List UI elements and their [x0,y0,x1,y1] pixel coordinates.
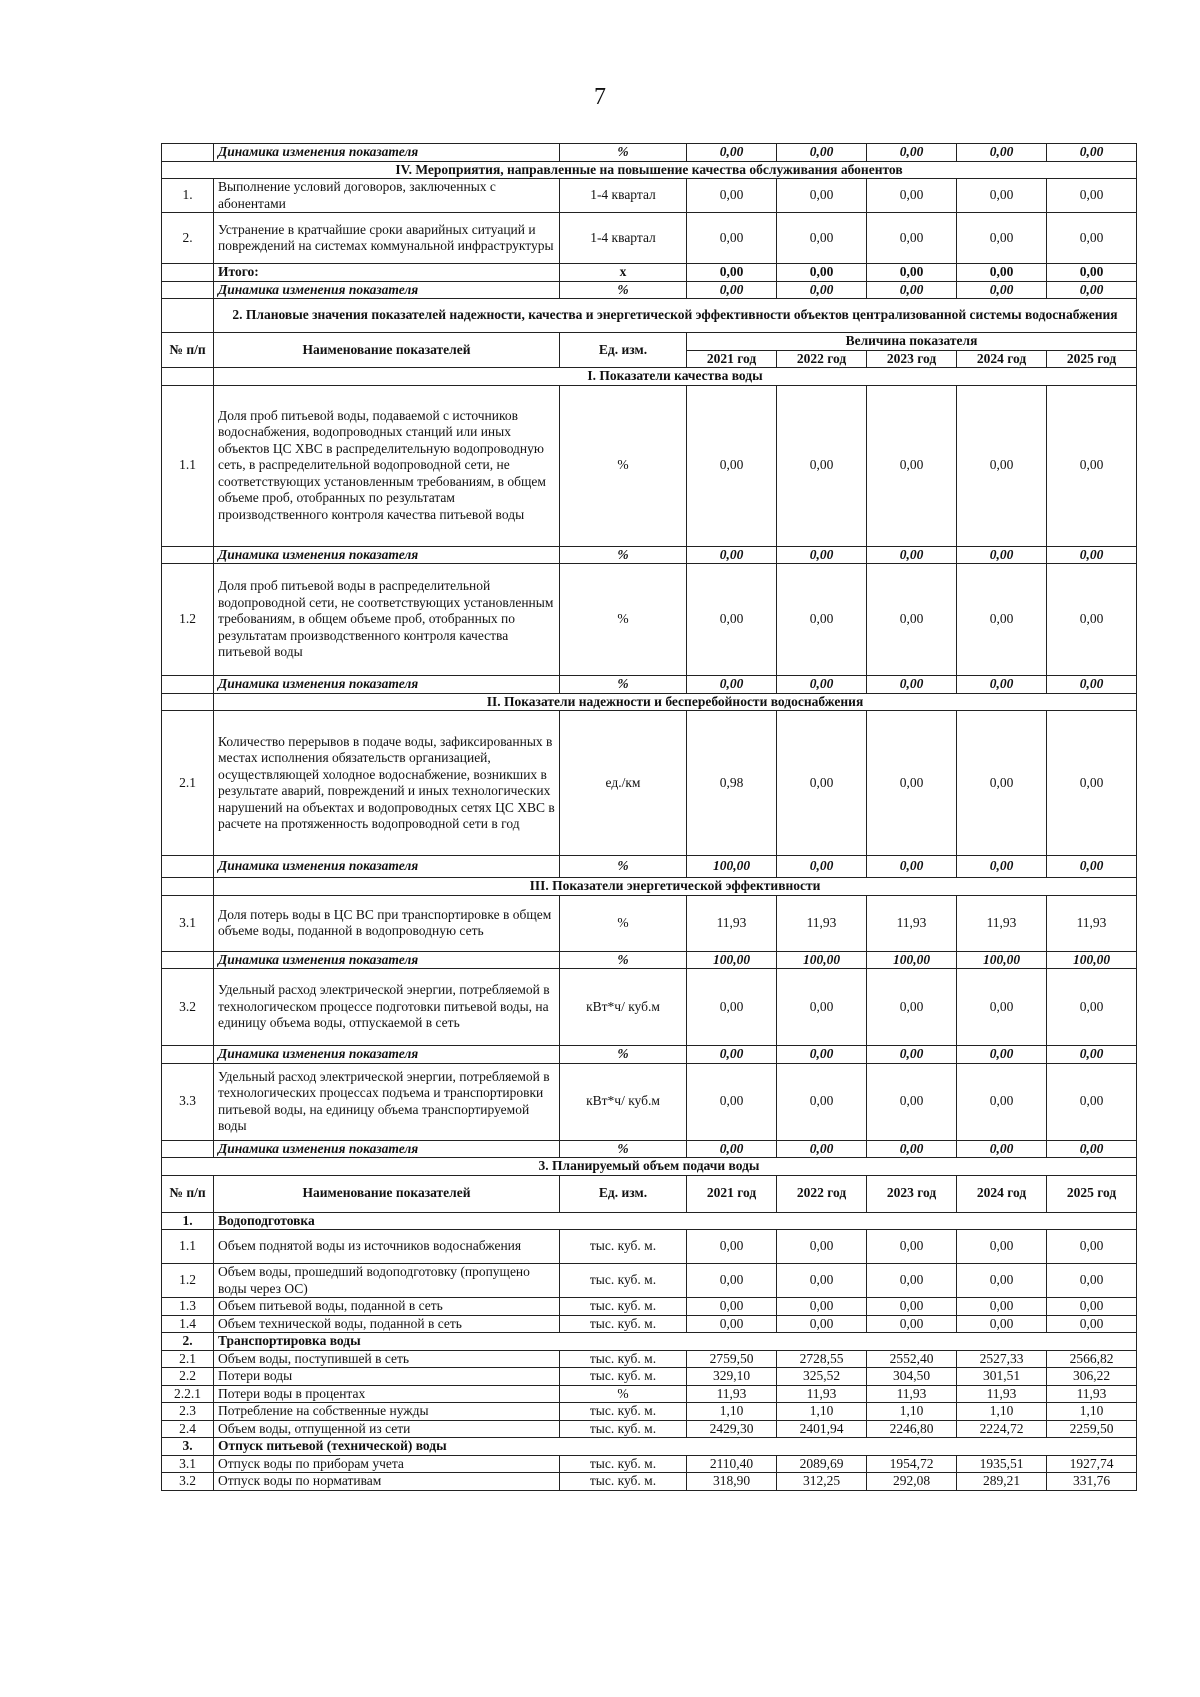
section-heading: Отпуск питьевой (технической) воды [214,1438,1137,1456]
page-number: 7 [594,84,606,110]
table-row: 1.1 Объем поднятой воды из источников водоснабжения тыс. куб. м. 0,00 0,00 0,00 0,00 0,00 [162,1230,1137,1264]
table-row: 2.1 Объем воды, поступившей в сеть тыс. куб. м. 2759,50 2728,55 2552,40 2527,33 2566,82 [162,1350,1137,1368]
table-row: 2.2.1 Потери воды в процентах % 11,93 11,93 11,93 11,93 11,93 [162,1385,1137,1403]
table-row: 3.2 Отпуск воды по нормативам тыс. куб. м. 318,90 312,25 292,08 289,21 331,76 [162,1473,1137,1491]
col-value-header: Величина показателя [687,333,1137,351]
table-row: 3.1 Отпуск воды по приборам учета тыс. куб. м. 2110,40 2089,69 1954,72 1935,51 1927,74 [162,1455,1137,1473]
table-row: 1.1 Доля проб питьевой воды, подаваемой с источников водоснабжения, водопроводных станций или иных объектов ЦС ХВС в распределительную водопроводную сеть, в распределительной водопроводной сети, не соответствующих установленным требованиям, в общем объеме проб, отобранных по результатам производственного контроля качества питьевой воды % 0,00 0,00 0,00 0,00 0,00 [162,385,1137,546]
header-row: № п/п Наименование показателей Ед. изм. 2021 год 2022 год 2023 год 2024 год 2025 год [162,1175,1137,1212]
table-row: 3.3 Удельный расход электрической энергии, потребляемой в технологических процессах подъема и транспортировки питьевой воды, на единицу объема транспортируемой воды кВт*ч/ куб.м 0,00 0,00 0,00 0,00 0,00 [162,1063,1137,1140]
table-row: 2.1 Количество перерывов в подаче воды, зафиксированных в местах исполнения обязательств организацией, осуществляющей холодное водоснабжение, возникших в результате аварий, повреждений и иных технологических нарушений на объектах и водопроводных сетях ЦС ХВС в расчете на протяженность водопроводной сети в год ед./км 0,98 0,00 0,00 0,00 0,00 [162,711,1137,856]
table-row: 2.3 Потребление на собственные нужды тыс. куб. м. 1,10 1,10 1,10 1,10 1,10 [162,1403,1137,1421]
dynamics-row: Динамика изменения показателя % 0,00 0,00 0,00 0,00 0,00 [162,1140,1137,1158]
section-title: IV. Мероприятия, направленные на повышение качества обслуживания абонентов [162,161,1137,179]
dynamics-row: Динамика изменения показателя % 100,00 100,00 100,00 100,00 100,00 [162,951,1137,969]
section-heading: Транспортировка воды [214,1333,1137,1351]
table-row: 3.1 Доля потерь воды в ЦС ВС при транспортировке в общем объеме воды, поданной в водопроводную сеть % 11,93 11,93 11,93 11,93 11,93 [162,895,1137,951]
col-name-header: Наименование показателей [214,333,560,368]
part3-title: 3. Планируемый объем подачи воды [162,1158,1137,1176]
table-row: 1. Выполнение условий договоров, заключенных с абонентами 1-4 квартал 0,00 0,00 0,00 0,00 0,00 [162,179,1137,213]
table-row: 1.4 Объем технической воды, поданной в сеть тыс. куб. м. 0,00 0,00 0,00 0,00 0,00 [162,1315,1137,1333]
dynamics-row: Динамика изменения показателя % 0,00 0,00 0,00 0,00 0,00 [162,144,1137,162]
col-unit-header: Ед. изм. [560,333,687,368]
dynamics-label: Динамика изменения показателя [214,144,560,162]
col-num-header: № п/п [162,333,214,368]
col-num-header: № п/п [162,1175,214,1212]
table-row: 1.2 Объем воды, прошедший водоподготовку (пропущено воды через ОС) тыс. куб. м. 0,00 0,00 0,00 0,00 0,00 [162,1264,1137,1298]
table-row: 1.2 Доля проб питьевой воды в распределительной водопроводной сети, не соответствующих установленным требованиям, в общем объеме проб, отобранных по результатам производственного контроля качества питьевой воды % 0,00 0,00 0,00 0,00 0,00 [162,564,1137,676]
table-row: 2.4 Объем воды, отпущенной из сети тыс. куб. м. 2429,30 2401,94 2246,80 2224,72 2259,50 [162,1420,1137,1438]
group-title: I. Показатели качества воды [214,368,1137,386]
total-row: Итого: х 0,00 0,00 0,00 0,00 0,00 [162,264,1137,282]
table-row: 1.3 Объем питьевой воды, поданной в сеть тыс. куб. м. 0,00 0,00 0,00 0,00 0,00 [162,1298,1137,1316]
dynamics-row: Динамика изменения показателя % 100,00 0,00 0,00 0,00 0,00 [162,856,1137,878]
table-row: 2. Устранение в кратчайшие сроки аварийных ситуаций и повреждений на системах коммунальной инфраструктуры 1-4 квартал 0,00 0,00 0,00 0,00 0,00 [162,213,1137,264]
group-title: III. Показатели энергетической эффективности [214,878,1137,896]
section-heading: Водоподготовка [214,1212,1137,1230]
header-row [162,333,1137,351]
group-title: II. Показатели надежности и бесперебойности водоснабжения [214,693,1137,711]
col-name-header: Наименование показателей [214,1175,560,1212]
indicators-table: Динамика изменения показателя % 0,00 0,00 0,00 0,00 0,00 IV. Мероприятия, направленные на повышение качества обслуживания абонентов 1. Выполнение условий договоров, заключенных с абонентами 1-4 квартал 0,00 0,00 0,00 0,00 0,00 2. Устранение в кратчайшие сроки аварийных ситуаций и повреждений на системах коммунальной инфраструктуры 1-4 квартал 0,00 0,00 0,00 0,00 0,00 Итого: х 0,00 0,00 0,00 0,00 0,00 Динамика изменения показателя % 0,00 0,00 0,00 0,00 0,00 2. Плановые значения показателей надежности, качества и энергетической эффективности объектов централизованной системы водоснабжения № п/п Наименование показателей Ед. изм. Величина показателя 2021 год 2022 год 2023 год 2024 год 2025 год I. Показатели качества воды 1.1 Доля проб питьевой воды, подаваемой с источников водоснабжения, водопроводных станций или иных объектов ЦС ХВС в распределительную водопроводную сеть, в распределительной водопроводной сети, не соответствующих установленным требованиям, в общем объеме проб, отобранных по результатам производственного контроля качества питьевой воды % 0,00 0,00 0,00 0,00 0,00 Динамика изменения показателя % 0,00 0,00 0,00 0,00 0,00 1.2 Доля проб питьевой воды в распределительной водопроводной сети, не соответствующих установленным требованиям, в общем объеме проб, отобранных по результатам производственного контроля качества питьевой воды % 0,00 0,00 0,00 0,00 0,00 Динамика изменения показателя % 0,00 0,00 0,00 0,00 0,00 II. Показатели надежности и бесперебойности водоснабжения 2.1 Количество перерывов в подаче воды, зафиксированных в местах исполнения обязательств организацией, осуществляющей холодное водоснабжение, возникших в результате аварий, повреждений и иных технологических нарушений на объектах и водопроводных сетях ЦС ХВС в расчете на протяженность водопроводной сети в год ед./км 0,98 0,00 0,00 0,00 0,00 Динамика изменения показателя % 100,00 0,00 0,00 0,00 0,00 III. Показатели энергетической эффективности 3.1 Доля потерь воды в ЦС ВС при транспортировке в общем объеме воды, поданной в водопроводную сеть % 11,93 11,93 11,93 11,93 11,93 Динамика изменения показателя % 100,00 100,00 100,00 100,00 100,00 3.2 Удельный расход электрической энергии, потребляемой в технологическом процессе подготовки питьевой воды, на единицу объема воды, отпускаемой в сеть кВт*ч/ куб.м 0,00 0,00 0,00 0,00 0,00 Динамика изменения показателя % 0,00 0,00 0,00 0,00 0,00 3.3 Удельный расход электрической энергии, потребляемой в технологических процессах подъема и транспортировки питьевой воды, на единицу объема транспортируемой воды кВт*ч/ куб.м 0,00 0,00 0,00 0,00 0,00 Динамика изменения показателя % 0,00 0,00 0,00 0,00 0,00 3. Планируемый объем подачи воды № п/п Наименование показателей Ед. изм. 2021 год 2022 год 2023 год 2024 год 2025 год 1. Водоподготовка 1.1 Объем поднятой воды из источников водоснабжения тыс. куб. м. 0,00 0,00 0,00 0,00 0,00 1.2 Объем воды, прошедший водоподготовку (пропущено воды через ОС) тыс. куб. м. 0,00 0,00 0,00 0,00 0,00 1.3 Объем питьевой воды, поданной в сеть тыс. куб. м. 0,00 0,00 0,00 0,00 0,00 1.4 Объем технической воды, поданной в сеть тыс. куб. м. 0,00 0,00 0,00 0,00 0,00 2. Транспортировка воды 2.1 Объем воды, поступившей в сеть тыс. куб. м. 2759,50 2728,55 2552,40 2527,33 2566,82 2.2 Потери воды тыс. куб. м. 329,10 325,52 304,50 301,51 306,22 2.2.1 Потери воды в процентах % 11,93 11,93 11,93 11,93 11,93 2.3 Потребление на собственные нужды тыс. куб. м. 1,10 1,10 1,10 1,10 1,10 2.4 Объем воды, отпущенной из сети тыс. куб. м. 2429,30 2401,94 2246,80 2224,72 2259,50 3. Отпуск питьевой (технической) воды 3.1 Отпуск воды по приборам учета тыс. куб. м. 2110,40 2089,69 1954,72 1935,51 1927,74 3.2 Отпуск воды по нормативам тыс. куб. м. 318,90 312,25 292,08 289,21 331,76 [161,143,1137,1491]
table-row: 3.2 Удельный расход электрической энергии, потребляемой в технологическом процессе подготовки питьевой воды, на единицу объема воды, отпускаемой в сеть кВт*ч/ куб.м 0,00 0,00 0,00 0,00 0,00 [162,969,1137,1046]
part2-title: 2. Плановые значения показателей надежности, качества и энергетической эффективности объектов централизованной системы водоснабжения [214,299,1137,333]
dynamics-row: Динамика изменения показателя % 0,00 0,00 0,00 0,00 0,00 [162,1046,1137,1064]
dynamics-row: Динамика изменения показателя % 0,00 0,00 0,00 0,00 0,00 [162,676,1137,694]
dynamics-row: Динамика изменения показателя % 0,00 0,00 0,00 0,00 0,00 [162,281,1137,299]
table-row: 2.2 Потери воды тыс. куб. м. 329,10 325,52 304,50 301,51 306,22 [162,1368,1137,1386]
col-unit-header: Ед. изм. [560,1175,687,1212]
dynamics-row: Динамика изменения показателя % 0,00 0,00 0,00 0,00 0,00 [162,546,1137,564]
